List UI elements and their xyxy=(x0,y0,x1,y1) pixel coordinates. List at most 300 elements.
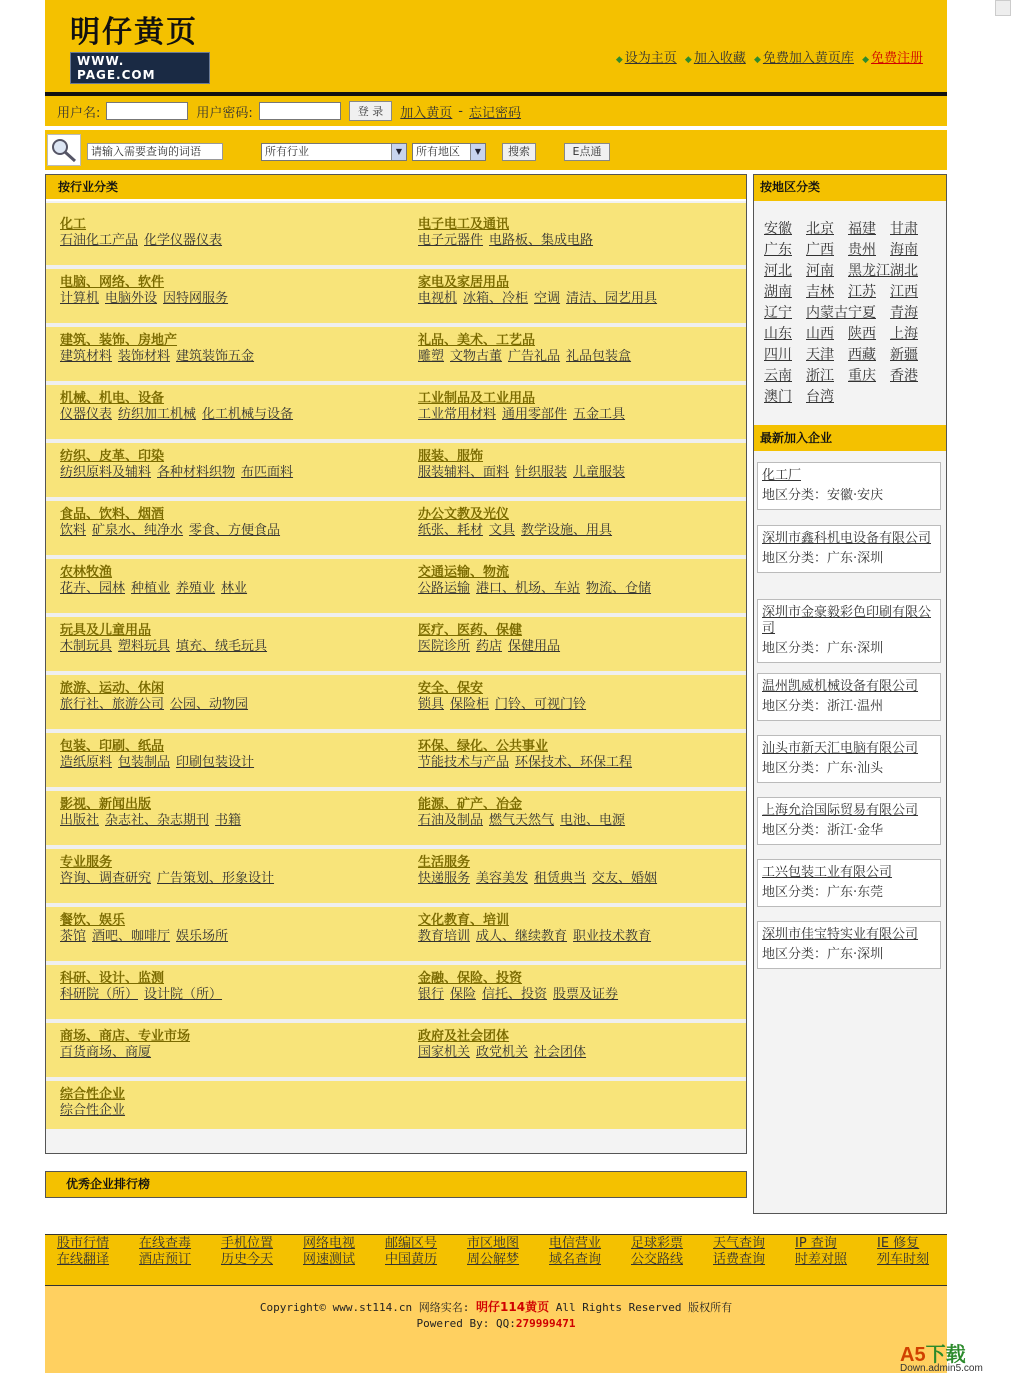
subcategory-list xyxy=(60,349,260,365)
category-title-link[interactable]: 食品、饮料、烟酒 xyxy=(60,507,165,522)
site-logo[interactable] xyxy=(70,14,210,84)
subcategory-link[interactable]: 文物古董 xyxy=(450,349,503,364)
subcategory-list xyxy=(418,697,592,713)
subcategory-link[interactable]: 针织服装 xyxy=(515,465,568,480)
subcategory-link[interactable]: 酒吧、咖啡厅 xyxy=(92,929,171,944)
category-title-link[interactable]: 环保、绿化、公共事业 xyxy=(418,739,549,754)
subcategory-link[interactable]: 保健用品 xyxy=(508,639,561,654)
copyright-line xyxy=(45,1298,947,1317)
subcategory-link[interactable]: 计算机 xyxy=(60,291,100,306)
category-title-link[interactable]: 包装、印刷、纸品 xyxy=(60,739,165,754)
region-select[interactable] xyxy=(412,143,486,161)
subcategory-link[interactable]: 出版社 xyxy=(60,813,100,828)
watermark-brand-b: 下载 xyxy=(925,1344,966,1366)
subcategory-link[interactable]: 门铃、可视门铃 xyxy=(495,697,587,712)
category-title-link[interactable]: 电脑、网络、软件 xyxy=(60,275,165,290)
subcategory-link[interactable]: 种植业 xyxy=(131,581,171,596)
subcategory-link[interactable]: 社会团体 xyxy=(534,1045,587,1060)
company-area xyxy=(762,488,936,504)
region-link[interactable]: 青海 xyxy=(890,305,918,321)
area-value: 浙江·金华 xyxy=(827,823,884,838)
category-title-link[interactable]: 纺织、皮革、印染 xyxy=(60,449,165,464)
subcategory-list xyxy=(60,1045,190,1061)
footer-link[interactable]: 天气查询 xyxy=(713,1236,766,1251)
forgot-password-link[interactable]: 忘记密码 xyxy=(469,105,522,121)
subcategory-link[interactable]: 建筑材料 xyxy=(60,349,113,364)
footer-link[interactable]: 列车时刻 xyxy=(877,1252,930,1267)
category-item xyxy=(418,217,599,249)
company-name-link[interactable]: 上海允洽国际贸易有限公司 xyxy=(762,803,919,818)
subcategory-link[interactable]: 石油化工产品 xyxy=(60,233,139,248)
bullet-icon: ◆ xyxy=(684,55,692,65)
subcategory-link[interactable]: 仪器仪表 xyxy=(60,407,113,422)
category-item xyxy=(418,913,657,945)
region-link[interactable]: 福建 xyxy=(848,221,876,237)
category-item xyxy=(60,217,228,249)
subcategory-link[interactable]: 保险柜 xyxy=(450,697,490,712)
subcategory-list xyxy=(418,929,657,945)
industry-select-value: 所有行业 xyxy=(265,145,309,158)
row-divider xyxy=(46,961,746,965)
subcategory-link[interactable]: 包装制品 xyxy=(118,755,171,770)
bullet-icon: ◆ xyxy=(862,55,869,65)
subcategory-list xyxy=(418,755,638,771)
area-label: 地区分类： xyxy=(762,823,828,838)
region-link[interactable]: 江西 xyxy=(890,284,918,300)
password-label: 用户密码: xyxy=(196,105,253,121)
login-button[interactable]: 登 录 xyxy=(349,101,393,121)
subcategory-list xyxy=(60,987,228,1003)
company-name-link[interactable]: 化工厂 xyxy=(762,468,802,483)
footer-link[interactable]: 在线查毒 xyxy=(139,1236,192,1251)
category-title-link[interactable]: 金融、保险、投资 xyxy=(418,971,523,986)
category-title-link[interactable]: 专业服务 xyxy=(60,855,113,870)
category-item xyxy=(418,623,566,655)
region-link[interactable]: 内蒙古 xyxy=(806,305,848,321)
region-link[interactable]: 四川 xyxy=(764,347,792,363)
subcategory-link[interactable]: 百货商场、商厦 xyxy=(60,1045,152,1060)
area-value: 安徽·安庆 xyxy=(827,488,884,503)
area-label: 地区分类： xyxy=(762,761,828,776)
subcategory-list xyxy=(418,581,657,597)
footer-link[interactable]: 网络电视 xyxy=(303,1236,356,1251)
subcategory-link[interactable]: 石油及制品 xyxy=(418,813,484,828)
subcategory-link[interactable]: 信托、投资 xyxy=(482,987,548,1002)
category-item xyxy=(60,797,247,829)
area-label: 地区分类： xyxy=(762,488,828,503)
footer-link[interactable]: 域名查询 xyxy=(549,1252,602,1267)
footer-link[interactable]: 足球彩票 xyxy=(631,1236,684,1251)
category-item xyxy=(60,507,286,539)
subcategory-link[interactable]: 杂志社、杂志期刊 xyxy=(105,813,210,828)
footer-link[interactable]: 在线翻译 xyxy=(57,1252,110,1267)
subcategory-link[interactable]: 综合性企业 xyxy=(60,1103,126,1118)
footer-link[interactable]: 酒店预订 xyxy=(139,1252,192,1267)
subcategory-link[interactable]: 饮料 xyxy=(60,523,87,538)
subcategory-link[interactable]: 林业 xyxy=(221,581,248,596)
subcategory-link[interactable]: 股票及证券 xyxy=(553,987,619,1002)
subcategory-link[interactable]: 建筑装饰五金 xyxy=(176,349,255,364)
row-divider xyxy=(46,729,746,733)
subcategory-link[interactable]: 礼品包装盒 xyxy=(566,349,632,364)
category-title-link[interactable]: 文化教育、培训 xyxy=(418,913,510,928)
category-item xyxy=(60,681,254,713)
search-input[interactable]: 请输入需要查询的词语 xyxy=(87,143,223,160)
category-item xyxy=(60,1087,131,1119)
area-label: 地区分类： xyxy=(762,699,828,714)
area-value: 浙江·温州 xyxy=(827,699,884,714)
join-link[interactable]: 加入黄页 xyxy=(400,105,453,121)
username-input[interactable] xyxy=(106,102,188,120)
subcategory-link[interactable]: 空调 xyxy=(534,291,561,306)
region-link[interactable]: 新疆 xyxy=(890,347,918,363)
row-divider xyxy=(46,497,746,501)
region-link[interactable]: 山西 xyxy=(806,326,834,342)
subcategory-link[interactable]: 快递服务 xyxy=(418,871,471,886)
search-button[interactable]: 搜索 xyxy=(502,143,536,161)
category-title-link[interactable]: 玩具及儿童用品 xyxy=(60,623,152,638)
category-title-link[interactable]: 生活服务 xyxy=(418,855,471,870)
subcategory-link[interactable]: 清洁、园艺用具 xyxy=(566,291,658,306)
row-divider xyxy=(46,613,746,617)
category-item xyxy=(418,681,592,713)
row-divider xyxy=(46,787,746,791)
subcategory-list xyxy=(418,233,599,249)
region-link[interactable]: 山东 xyxy=(764,326,792,342)
area-value: 广东·深圳 xyxy=(827,947,884,962)
subcategory-link[interactable]: 成人、继续教育 xyxy=(476,929,568,944)
area-label: 地区分类： xyxy=(762,551,828,566)
subcategory-link[interactable]: 儿童服装 xyxy=(573,465,626,480)
region-link[interactable]: 辽宁 xyxy=(764,305,792,321)
subcategory-link[interactable]: 电池、电源 xyxy=(560,813,626,828)
copyright-suffix: All Rights Reserved 版权所有 xyxy=(555,1301,733,1314)
subcategory-link[interactable]: 电子元器件 xyxy=(418,233,484,248)
region-link[interactable]: 海南 xyxy=(890,242,918,258)
subcategory-link[interactable]: 塑料玩具 xyxy=(118,639,171,654)
category-item xyxy=(60,739,260,771)
logo-text-en: WWW. PAGE.COM xyxy=(70,52,210,84)
company-area xyxy=(762,641,936,657)
category-item xyxy=(60,333,260,365)
subcategory-link[interactable]: 节能技术与产品 xyxy=(418,755,510,770)
region-link[interactable]: 河北 xyxy=(764,263,792,279)
subcategory-link[interactable]: 电路板、集成电路 xyxy=(489,233,594,248)
subcategory-list xyxy=(60,523,286,539)
subcategory-link[interactable]: 文具 xyxy=(489,523,516,538)
category-item xyxy=(60,1029,190,1061)
category-item xyxy=(60,971,228,1003)
free-join-link[interactable]: 免费加入黄页库 xyxy=(762,51,854,66)
area-label: 地区分类： xyxy=(762,641,828,656)
footer-links xyxy=(45,1234,947,1286)
subcategory-link[interactable]: 通用零部件 xyxy=(502,407,568,422)
region-link[interactable]: 西藏 xyxy=(848,347,876,363)
company-name-link[interactable]: 工兴包装工业有限公司 xyxy=(762,865,893,880)
set-homepage-link[interactable]: 设为主页 xyxy=(624,51,677,66)
subcategory-link[interactable]: 银行 xyxy=(418,987,445,1002)
company-area xyxy=(762,699,936,715)
subcategory-link[interactable]: 旅行社、旅游公司 xyxy=(60,697,165,712)
subcategory-link[interactable]: 零食、方便食品 xyxy=(189,523,281,538)
subcategory-link[interactable]: 交友、婚姻 xyxy=(592,871,658,886)
subcategory-link[interactable]: 广告礼品 xyxy=(508,349,561,364)
category-title-link[interactable]: 工业制品及工业用品 xyxy=(418,391,536,406)
subcategory-list xyxy=(418,465,631,481)
category-item xyxy=(418,565,657,597)
qq-number: 279999471 xyxy=(515,1317,576,1330)
company-card xyxy=(757,462,941,510)
subcategory-link[interactable]: 花卉、园林 xyxy=(60,581,126,596)
row-divider xyxy=(46,903,746,907)
subcategory-link[interactable]: 木制玩具 xyxy=(60,639,113,654)
category-item xyxy=(418,507,618,539)
footer-link[interactable]: 手机位置 xyxy=(221,1236,274,1251)
footer-link[interactable]: 网速测试 xyxy=(303,1252,356,1267)
region-link[interactable]: 浙江 xyxy=(806,368,834,384)
powered-prefix: Powered By: QQ: xyxy=(416,1317,516,1330)
subcategory-list xyxy=(418,523,618,539)
subcategory-link[interactable]: 填充、绒毛玩具 xyxy=(176,639,268,654)
region-link[interactable]: 香港 xyxy=(890,368,918,384)
footer-link[interactable]: 时差对照 xyxy=(795,1252,848,1267)
region-link[interactable]: 湖北 xyxy=(890,263,918,279)
region-link[interactable]: 安徽 xyxy=(764,221,792,237)
region-link[interactable]: 黑龙江 xyxy=(848,263,890,279)
row-divider xyxy=(46,671,746,675)
subcategory-link[interactable]: 教育培训 xyxy=(418,929,471,944)
category-title-link[interactable]: 建筑、装饰、房地产 xyxy=(60,333,178,348)
footer-link[interactable]: 邮编区号 xyxy=(385,1236,438,1251)
category-item xyxy=(418,797,631,829)
subcategory-link[interactable]: 矿泉水、纯净水 xyxy=(92,523,184,538)
subcategory-link[interactable]: 广告策划、形象设计 xyxy=(157,871,275,886)
subcategory-link[interactable]: 服装辅料、面料 xyxy=(418,465,510,480)
subcategory-link[interactable]: 装饰材料 xyxy=(118,349,171,364)
company-name-link[interactable]: 温州凯威机械设备有限公司 xyxy=(762,679,919,694)
region-link[interactable]: 广东 xyxy=(764,242,792,258)
category-item xyxy=(418,971,624,1003)
category-title-link[interactable]: 综合性企业 xyxy=(60,1087,126,1102)
area-value: 广东·深圳 xyxy=(827,641,884,656)
subcategory-link[interactable]: 冰箱、冷柜 xyxy=(463,291,529,306)
subcategory-link[interactable]: 养殖业 xyxy=(176,581,216,596)
row-divider xyxy=(46,265,746,269)
category-item xyxy=(418,275,663,307)
subcategory-link[interactable]: 职业技术教育 xyxy=(573,929,652,944)
region-link[interactable]: 吉林 xyxy=(806,284,834,300)
watermark-logo xyxy=(900,1338,983,1374)
region-link[interactable]: 江苏 xyxy=(848,284,876,300)
scrollbar[interactable] xyxy=(995,0,1011,16)
e-button[interactable]: E点通 xyxy=(564,143,610,161)
category-list xyxy=(46,203,746,1129)
category-title-link[interactable]: 化工 xyxy=(60,217,87,232)
category-title-link[interactable]: 科研、设计、监测 xyxy=(60,971,165,986)
region-select-value: 所有地区 xyxy=(416,145,460,158)
category-title-link[interactable]: 餐饮、娱乐 xyxy=(60,913,126,928)
company-area xyxy=(762,551,936,567)
subcategory-link[interactable]: 书籍 xyxy=(215,813,242,828)
subcategory-list xyxy=(60,291,234,307)
chevron-down-icon: ▼ xyxy=(470,144,485,160)
category-item xyxy=(418,1029,592,1061)
company-card xyxy=(757,859,941,907)
subcategory-link[interactable]: 美容美发 xyxy=(476,871,529,886)
region-link[interactable]: 河南 xyxy=(806,263,834,279)
region-link[interactable]: 湖南 xyxy=(764,284,792,300)
region-link[interactable]: 陕西 xyxy=(848,326,876,342)
free-register-link[interactable]: 免费注册 xyxy=(870,51,923,66)
company-name-link[interactable]: 深圳市金豪毅彩色印刷有限公司 xyxy=(762,605,932,636)
search-bar xyxy=(45,130,947,170)
password-input[interactable] xyxy=(259,102,341,120)
subcategory-link[interactable]: 燃气天然气 xyxy=(489,813,555,828)
subcategory-link[interactable]: 雕塑 xyxy=(418,349,445,364)
subcategory-link[interactable]: 教学设施、用具 xyxy=(521,523,613,538)
add-favorite-link[interactable]: 加入收藏 xyxy=(693,51,746,66)
category-title-link[interactable]: 医疗、医药、保健 xyxy=(418,623,523,638)
subcategory-list xyxy=(418,987,624,1003)
row-divider xyxy=(46,381,746,385)
category-item xyxy=(60,275,234,307)
subcategory-link[interactable]: 电视机 xyxy=(418,291,458,306)
footer-link[interactable]: 市区地图 xyxy=(467,1236,520,1251)
subcategory-link[interactable]: 化工机械与设备 xyxy=(202,407,294,422)
subcategory-list xyxy=(60,233,228,249)
subcategory-link[interactable]: 化学仪器仪表 xyxy=(144,233,223,248)
subcategory-link[interactable]: 印刷包装设计 xyxy=(176,755,255,770)
subcategory-link[interactable]: 纸张、耗材 xyxy=(418,523,484,538)
top-links xyxy=(612,47,923,66)
category-title-link[interactable]: 服装、服饰 xyxy=(418,449,484,464)
subcategory-link[interactable]: 纺织原料及辅料 xyxy=(60,465,152,480)
region-link[interactable]: 广西 xyxy=(806,242,834,258)
subcategory-link[interactable]: 娱乐场所 xyxy=(176,929,229,944)
subcategory-link[interactable]: 港口、机场、车站 xyxy=(476,581,581,596)
subcategory-list xyxy=(60,639,273,655)
subcategory-link[interactable]: 药店 xyxy=(476,639,503,654)
company-name-link[interactable]: 深圳市佳宝特实业有限公司 xyxy=(762,927,919,942)
category-item xyxy=(418,855,663,887)
subcategory-list xyxy=(418,871,663,887)
subcategory-link[interactable]: 各种材料织物 xyxy=(157,465,236,480)
company-name-link[interactable]: 汕头市新天汇电脑有限公司 xyxy=(762,741,919,756)
row-divider xyxy=(46,1077,746,1081)
company-name-link[interactable]: 深圳市鑫科机电设备有限公司 xyxy=(762,531,932,546)
subcategory-link[interactable]: 科研院（所） xyxy=(60,987,139,1002)
region-link[interactable]: 澳门 xyxy=(764,389,792,405)
footer-link[interactable]: 话费查询 xyxy=(713,1252,766,1267)
subcategory-list xyxy=(60,813,247,829)
subcategory-link[interactable]: 五金工具 xyxy=(573,407,626,422)
company-card xyxy=(757,797,941,845)
category-title-link[interactable]: 旅游、运动、休闲 xyxy=(60,681,165,696)
area-label: 地区分类： xyxy=(762,885,828,900)
footer-link[interactable]: 中国黄历 xyxy=(385,1252,438,1267)
category-title-link[interactable]: 礼品、美术、工艺品 xyxy=(418,333,536,348)
footer-link[interactable]: IP 查询 xyxy=(795,1236,837,1251)
category-item xyxy=(60,565,253,597)
company-card xyxy=(757,921,941,969)
subcategory-link[interactable]: 茶馆 xyxy=(60,929,87,944)
subcategory-list xyxy=(418,813,631,829)
subcategory-link[interactable]: 设计院（所） xyxy=(144,987,223,1002)
subcategory-link[interactable]: 政党机关 xyxy=(476,1045,529,1060)
search-icon xyxy=(47,134,81,166)
subcategory-link[interactable]: 纺织加工机械 xyxy=(118,407,197,422)
region-link[interactable]: 天津 xyxy=(806,347,834,363)
footer-link[interactable]: 股市行情 xyxy=(57,1236,110,1251)
separator: - xyxy=(458,103,463,119)
subcategory-link[interactable]: 锁具 xyxy=(418,697,445,712)
category-item xyxy=(418,739,638,771)
subcategory-list xyxy=(60,871,280,887)
row-divider xyxy=(46,323,746,327)
category-title-link[interactable]: 电子电工及通讯 xyxy=(418,217,510,232)
footer-link[interactable]: 历史今天 xyxy=(221,1252,274,1267)
subcategory-link[interactable]: 物流、仓储 xyxy=(586,581,652,596)
footer-link[interactable]: 公交路线 xyxy=(631,1252,684,1267)
region-link[interactable]: 贵州 xyxy=(848,242,876,258)
category-title-link[interactable]: 交通运输、物流 xyxy=(418,565,510,580)
subcategory-link[interactable]: 医院诊所 xyxy=(418,639,471,654)
subcategory-link[interactable]: 电脑外设 xyxy=(105,291,158,306)
subcategory-link[interactable]: 租赁典当 xyxy=(534,871,587,886)
region-header: 按地区分类 xyxy=(754,175,946,201)
subcategory-link[interactable]: 环保技术、环保工程 xyxy=(515,755,633,770)
company-card xyxy=(757,673,941,721)
subcategory-link[interactable]: 因特网服务 xyxy=(163,291,229,306)
footer-link[interactable]: 电信营业 xyxy=(549,1236,602,1251)
region-link[interactable]: 上海 xyxy=(890,326,918,342)
region-link[interactable]: 宁夏 xyxy=(848,305,876,321)
footer-link[interactable]: 周公解梦 xyxy=(467,1252,520,1267)
subcategory-link[interactable]: 国家机关 xyxy=(418,1045,471,1060)
category-title-link[interactable]: 办公文教及光仪 xyxy=(418,507,510,522)
subcategory-list xyxy=(60,1103,131,1119)
category-title-link[interactable]: 家电及家居用品 xyxy=(418,275,510,290)
subcategory-link[interactable]: 公路运输 xyxy=(418,581,471,596)
footer-link[interactable]: IE 修复 xyxy=(877,1236,920,1251)
category-title-link[interactable]: 商场、商店、专业市场 xyxy=(60,1029,191,1044)
region-link[interactable]: 台湾 xyxy=(806,389,834,405)
subcategory-link[interactable]: 工业常用材料 xyxy=(418,407,497,422)
category-title-link[interactable]: 机械、机电、设备 xyxy=(60,391,165,406)
subcategory-link[interactable]: 造纸原料 xyxy=(60,755,113,770)
category-title-link[interactable]: 政府及社会团体 xyxy=(418,1029,510,1044)
area-value: 广东·汕头 xyxy=(827,761,884,776)
area-value: 广东·东莞 xyxy=(827,885,884,900)
subcategory-link[interactable]: 咨询、调查研究 xyxy=(60,871,152,886)
category-title-link[interactable]: 能源、矿产、冶金 xyxy=(418,797,523,812)
category-title-link[interactable]: 农林牧渔 xyxy=(60,565,113,580)
row-divider xyxy=(46,439,746,443)
subcategory-list xyxy=(60,581,253,597)
login-bar xyxy=(45,96,947,126)
region-link[interactable]: 北京 xyxy=(806,221,834,237)
category-item xyxy=(60,855,280,887)
subcategory-link[interactable]: 保险 xyxy=(450,987,477,1002)
subcategory-link[interactable]: 布匹面料 xyxy=(241,465,294,480)
region-link[interactable]: 重庆 xyxy=(848,368,876,384)
category-title-link[interactable]: 安全、保安 xyxy=(418,681,484,696)
industry-select[interactable] xyxy=(261,143,407,161)
region-link[interactable]: 甘肃 xyxy=(890,221,918,237)
subcategory-link[interactable]: 公园、动物园 xyxy=(170,697,249,712)
category-title-link[interactable]: 影视、新闻出版 xyxy=(60,797,152,812)
region-link[interactable]: 云南 xyxy=(764,368,792,384)
